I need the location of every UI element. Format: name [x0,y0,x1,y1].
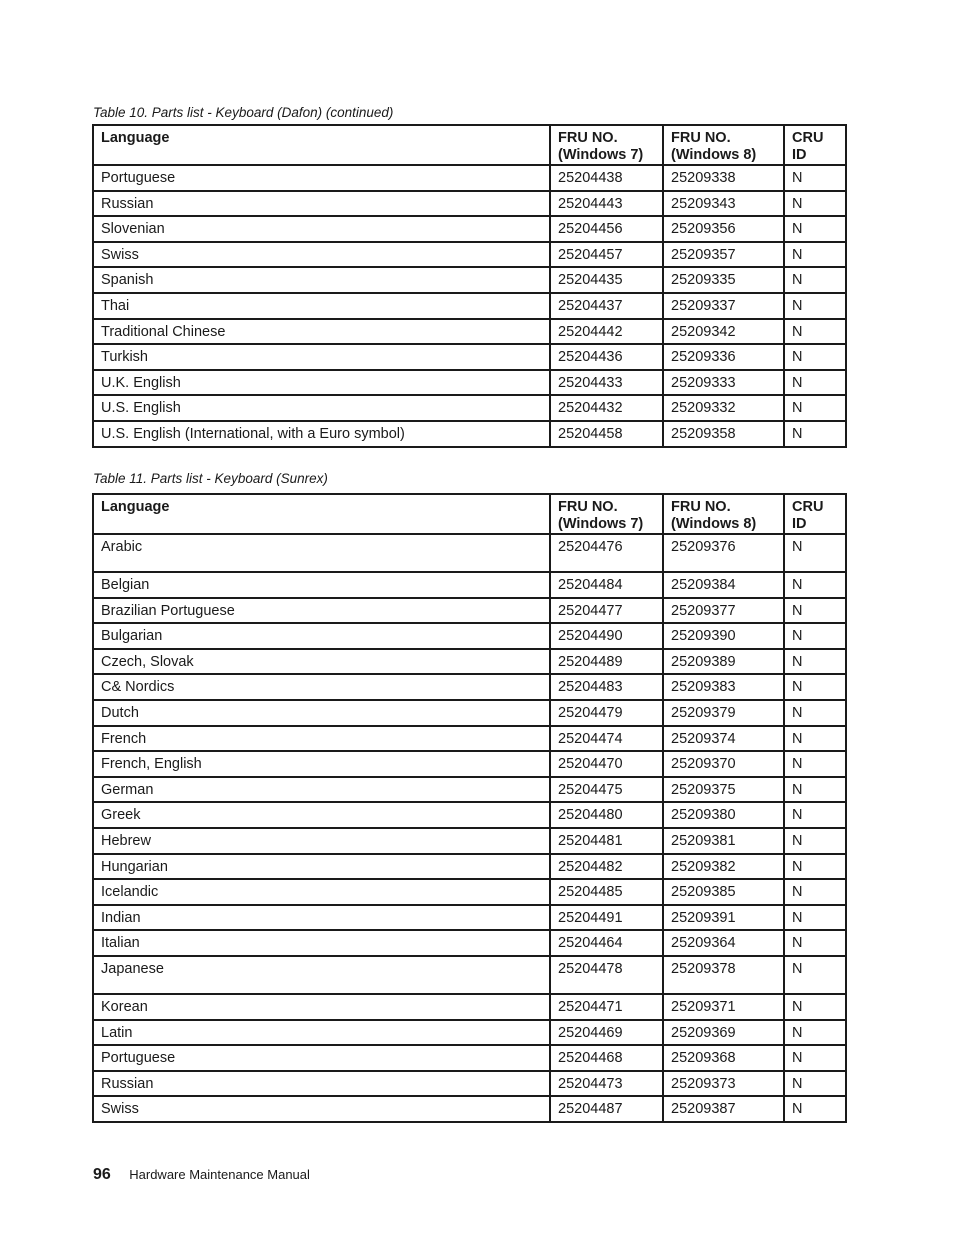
cell-fru-windows-7: 25204436 [550,344,663,370]
cell-language: Spanish [93,267,550,293]
cell-cru-id: N [784,956,846,994]
cell-language: Latin [93,1020,550,1046]
cell-cru-id: N [784,854,846,880]
cell-fru-windows-7: 25204491 [550,905,663,931]
cell-fru-windows-8: 25209357 [663,242,784,268]
cell-language: Indian [93,905,550,931]
cell-language: Czech, Slovak [93,649,550,675]
cell-fru-windows-7: 25204443 [550,191,663,217]
cell-language: Icelandic [93,879,550,905]
table-10 [92,124,847,448]
cell-cru-id: N [784,293,846,319]
cell-fru-windows-7: 25204480 [550,802,663,828]
table-row [93,370,846,396]
cell-fru-windows-7: 25204464 [550,930,663,956]
cell-cru-id: N [784,1020,846,1046]
table-row [93,1045,846,1071]
table-row [93,930,846,956]
cell-fru-windows-8: 25209373 [663,1071,784,1097]
cell-fru-windows-8: 25209336 [663,344,784,370]
table-row [93,1020,846,1046]
cell-fru-windows-8: 25209343 [663,191,784,217]
manual-title: Hardware Maintenance Manual [129,1167,310,1182]
cell-fru-windows-8: 25209368 [663,1045,784,1071]
cell-language: French [93,726,550,752]
cell-language: Hebrew [93,828,550,854]
header-fru-windows-7: FRU NO. (Windows 7) [550,125,663,165]
table-row [93,534,846,572]
cell-fru-windows-7: 25204469 [550,1020,663,1046]
cell-language: Arabic [93,534,550,572]
cell-language: Swiss [93,242,550,268]
cell-language: Russian [93,191,550,217]
cell-fru-windows-8: 25209335 [663,267,784,293]
cell-fru-windows-8: 25209338 [663,165,784,191]
cell-fru-windows-7: 25204476 [550,534,663,572]
cell-language: Bulgarian [93,623,550,649]
cell-cru-id: N [784,802,846,828]
cell-language: U.K. English [93,370,550,396]
cell-fru-windows-7: 25204432 [550,395,663,421]
cell-fru-windows-7: 25204479 [550,700,663,726]
table-row [93,191,846,217]
page-number: 96 [93,1166,111,1183]
cell-language: Italian [93,930,550,956]
cell-language: Swiss [93,1096,550,1122]
table-row [93,854,846,880]
cell-cru-id: N [784,751,846,777]
table-10-caption: Table 10. Parts list - Keyboard (Dafon) (continued) [93,105,394,120]
header-fru-windows-8: FRU NO. (Windows 8) [663,494,784,534]
cell-language: French, English [93,751,550,777]
cell-fru-windows-7: 25204458 [550,421,663,447]
cell-fru-windows-8: 25209380 [663,802,784,828]
cell-fru-windows-7: 25204456 [550,216,663,242]
cell-fru-windows-8: 25209379 [663,700,784,726]
cell-cru-id: N [784,700,846,726]
cell-cru-id: N [784,395,846,421]
table-row [93,802,846,828]
page-footer [93,1166,310,1184]
table-row [93,700,846,726]
cell-fru-windows-8: 25209391 [663,905,784,931]
cell-fru-windows-7: 25204475 [550,777,663,803]
cell-fru-windows-8: 25209387 [663,1096,784,1122]
header-cru-id: CRU ID [784,494,846,534]
cell-fru-windows-7: 25204489 [550,649,663,675]
cell-fru-windows-8: 25209358 [663,421,784,447]
cell-cru-id: N [784,344,846,370]
cell-fru-windows-7: 25204437 [550,293,663,319]
cell-cru-id: N [784,267,846,293]
table-row [93,165,846,191]
cell-language: U.S. English (International, with a Euro symbol) [93,421,550,447]
cell-language: Dutch [93,700,550,726]
cell-language: U.S. English [93,395,550,421]
cell-fru-windows-7: 25204484 [550,572,663,598]
table-row [93,1071,846,1097]
cell-cru-id: N [784,534,846,572]
cell-fru-windows-8: 25209332 [663,395,784,421]
cell-cru-id: N [784,828,846,854]
cell-fru-windows-8: 25209390 [663,623,784,649]
cell-fru-windows-7: 25204471 [550,994,663,1020]
cell-fru-windows-8: 25209385 [663,879,784,905]
cell-cru-id: N [784,994,846,1020]
cell-fru-windows-8: 25209337 [663,293,784,319]
cell-fru-windows-7: 25204433 [550,370,663,396]
cell-language: German [93,777,550,803]
cell-cru-id: N [784,623,846,649]
cell-language: Traditional Chinese [93,319,550,345]
cell-language: Thai [93,293,550,319]
table-row [93,395,846,421]
cell-language: Slovenian [93,216,550,242]
cell-cru-id: N [784,930,846,956]
table-row [93,956,846,994]
table-row [93,319,846,345]
cell-fru-windows-7: 25204477 [550,598,663,624]
header-fru-windows-7: FRU NO. (Windows 7) [550,494,663,534]
cell-cru-id: N [784,572,846,598]
cell-language: Korean [93,994,550,1020]
table-row [93,267,846,293]
table-11 [92,493,847,1123]
cell-fru-windows-7: 25204468 [550,1045,663,1071]
cell-fru-windows-7: 25204457 [550,242,663,268]
cell-cru-id: N [784,1045,846,1071]
cell-cru-id: N [784,1071,846,1097]
cell-cru-id: N [784,726,846,752]
cell-fru-windows-7: 25204485 [550,879,663,905]
table-row [93,828,846,854]
cell-fru-windows-7: 25204438 [550,165,663,191]
table-row [93,726,846,752]
table-row [93,293,846,319]
cell-language: Portuguese [93,1045,550,1071]
header-cru-id: CRU ID [784,125,846,165]
cell-language: Brazilian Portuguese [93,598,550,624]
cell-fru-windows-7: 25204442 [550,319,663,345]
cell-fru-windows-7: 25204482 [550,854,663,880]
cell-cru-id: N [784,319,846,345]
cell-fru-windows-7: 25204474 [550,726,663,752]
table-row [93,777,846,803]
table-row [93,751,846,777]
cell-language: Greek [93,802,550,828]
cell-cru-id: N [784,905,846,931]
cell-fru-windows-8: 25209383 [663,674,784,700]
cell-fru-windows-8: 25209382 [663,854,784,880]
cell-fru-windows-7: 25204483 [550,674,663,700]
cell-fru-windows-8: 25209378 [663,956,784,994]
cell-language: Russian [93,1071,550,1097]
table-row [93,674,846,700]
cell-fru-windows-8: 25209371 [663,994,784,1020]
table-row [93,344,846,370]
cell-cru-id: N [784,370,846,396]
cell-language: Belgian [93,572,550,598]
cell-cru-id: N [784,216,846,242]
cell-fru-windows-7: 25204470 [550,751,663,777]
cell-cru-id: N [784,421,846,447]
table-row [93,242,846,268]
header-language: Language [93,125,550,165]
table-row [93,216,846,242]
cell-language: Turkish [93,344,550,370]
cell-fru-windows-8: 25209377 [663,598,784,624]
cell-fru-windows-7: 25204478 [550,956,663,994]
cell-cru-id: N [784,165,846,191]
table-row [93,994,846,1020]
cell-cru-id: N [784,649,846,675]
table-header-row [93,125,846,165]
cell-cru-id: N [784,879,846,905]
cell-language: C& Nordics [93,674,550,700]
cell-cru-id: N [784,598,846,624]
cell-cru-id: N [784,777,846,803]
table-row [93,879,846,905]
cell-fru-windows-8: 25209375 [663,777,784,803]
table-row [93,421,846,447]
cell-fru-windows-8: 25209370 [663,751,784,777]
table-row [93,623,846,649]
table-row [93,1096,846,1122]
cell-fru-windows-8: 25209389 [663,649,784,675]
cell-fru-windows-8: 25209369 [663,1020,784,1046]
cell-fru-windows-8: 25209376 [663,534,784,572]
cell-fru-windows-7: 25204490 [550,623,663,649]
table-row [93,649,846,675]
cell-fru-windows-8: 25209356 [663,216,784,242]
cell-fru-windows-8: 25209381 [663,828,784,854]
cell-fru-windows-7: 25204487 [550,1096,663,1122]
table-header-row [93,494,846,534]
cell-fru-windows-8: 25209374 [663,726,784,752]
cell-language: Japanese [93,956,550,994]
cell-cru-id: N [784,1096,846,1122]
cell-cru-id: N [784,191,846,217]
cell-fru-windows-8: 25209364 [663,930,784,956]
cell-language: Hungarian [93,854,550,880]
cell-fru-windows-8: 25209384 [663,572,784,598]
header-language: Language [93,494,550,534]
cell-fru-windows-7: 25204473 [550,1071,663,1097]
header-fru-windows-8: FRU NO. (Windows 8) [663,125,784,165]
cell-cru-id: N [784,242,846,268]
table-row [93,905,846,931]
cell-language: Portuguese [93,165,550,191]
table-row [93,572,846,598]
cell-cru-id: N [784,674,846,700]
cell-fru-windows-8: 25209342 [663,319,784,345]
cell-fru-windows-7: 25204435 [550,267,663,293]
cell-fru-windows-7: 25204481 [550,828,663,854]
cell-fru-windows-8: 25209333 [663,370,784,396]
table-11-caption: Table 11. Parts list - Keyboard (Sunrex) [93,471,328,486]
table-row [93,598,846,624]
